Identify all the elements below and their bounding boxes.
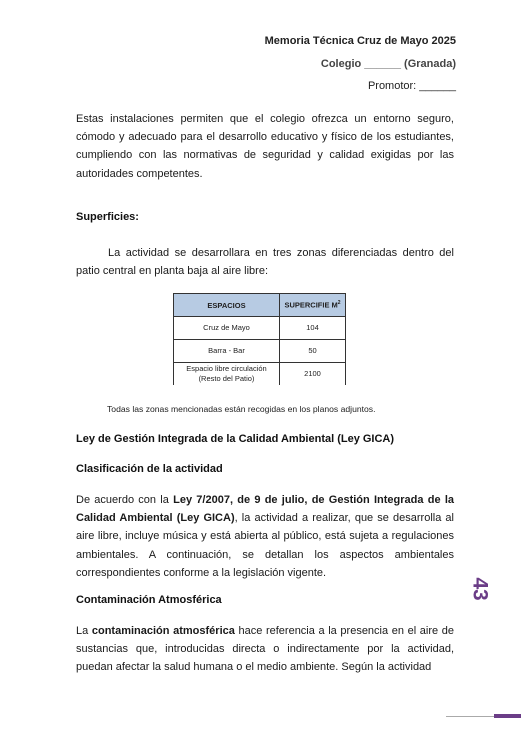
pollution-text-post: hace referencia a la presencia en el aire de sustancias que, introducidas directa o indirectamente por la actividad, puedan afectar la salud humana o el medio ambiente. Según la actividad bbox=[76, 625, 454, 674]
gica-text-pre: De acuerdo con la bbox=[76, 494, 174, 506]
spaces-table bbox=[173, 293, 346, 385]
pollution-term: contaminación atmosférica bbox=[91, 625, 235, 637]
surfaces-paragraph: La actividad se desarrollara en tres zonas diferenciadas dentro del patio central en planta baja al aire libre: bbox=[76, 247, 454, 278]
pollution-heading: Contaminación Atmosférica bbox=[76, 594, 222, 606]
area-cell: 50 bbox=[280, 340, 346, 363]
area-header-superscript: 2 bbox=[337, 300, 341, 307]
table-row bbox=[174, 363, 346, 386]
gica-paragraph bbox=[76, 491, 454, 582]
column-header-area bbox=[280, 294, 346, 317]
surfaces-heading: Superficies: bbox=[76, 211, 139, 223]
page-number: 43 bbox=[468, 577, 492, 601]
space-cell: Barra - Bar bbox=[174, 340, 280, 363]
space-cell: Cruz de Mayo bbox=[174, 317, 280, 340]
classification-heading: Clasificación de la actividad bbox=[76, 463, 223, 475]
space-cell bbox=[174, 363, 280, 386]
gica-text-post: , la actividad a realizar, que se desarrolla al aire libre, incluye música y está abierta al público, está sujeta a regulaciones ambientales. A continuación, se detallan los aspectos ambientales correspondientes conforme a la legislación vigente. bbox=[76, 512, 454, 579]
footer-accent-bar bbox=[494, 714, 521, 718]
pollution-text-pre: La bbox=[76, 625, 92, 637]
intro-paragraph: Estas instalaciones permiten que el colegio ofrezca un entorno seguro, cómodo y adecuado para el desarrollo educativo y físico de los estudiantes, cumpliendo con las normativas de seguridad y calidad exigidas por las autoridades competentes. bbox=[76, 113, 454, 180]
space-cell-line: Espacio libre circulación bbox=[186, 364, 267, 373]
document-title: Memoria Técnica Cruz de Mayo 2025 bbox=[264, 35, 456, 47]
space-cell-line: (Resto del Patio) bbox=[198, 374, 255, 383]
table-row bbox=[174, 340, 346, 363]
column-header-spaces: ESPACIOS bbox=[174, 294, 280, 317]
footer-rule bbox=[446, 716, 494, 717]
gica-law-name: Ley 7/2007, de 9 de julio, de Gestión Integrada de la Calidad Ambiental (Ley GICA) bbox=[76, 494, 454, 525]
gica-heading: Ley de Gestión Integrada de la Calidad Ambiental (Ley GICA) bbox=[76, 433, 395, 445]
promoter-line: Promotor: ______ bbox=[367, 80, 456, 92]
pollution-paragraph bbox=[76, 622, 454, 677]
plans-note: Todas las zonas mencionadas están recogidas en los planos adjuntos. bbox=[107, 404, 376, 414]
table-header-row bbox=[174, 294, 346, 317]
school-line: Colegio ______ (Granada) bbox=[320, 58, 456, 70]
area-cell: 2100 bbox=[280, 363, 346, 386]
area-cell: 104 bbox=[280, 317, 346, 340]
area-header-text: SUPERCIFIE M bbox=[284, 300, 338, 310]
table-row bbox=[174, 317, 346, 340]
